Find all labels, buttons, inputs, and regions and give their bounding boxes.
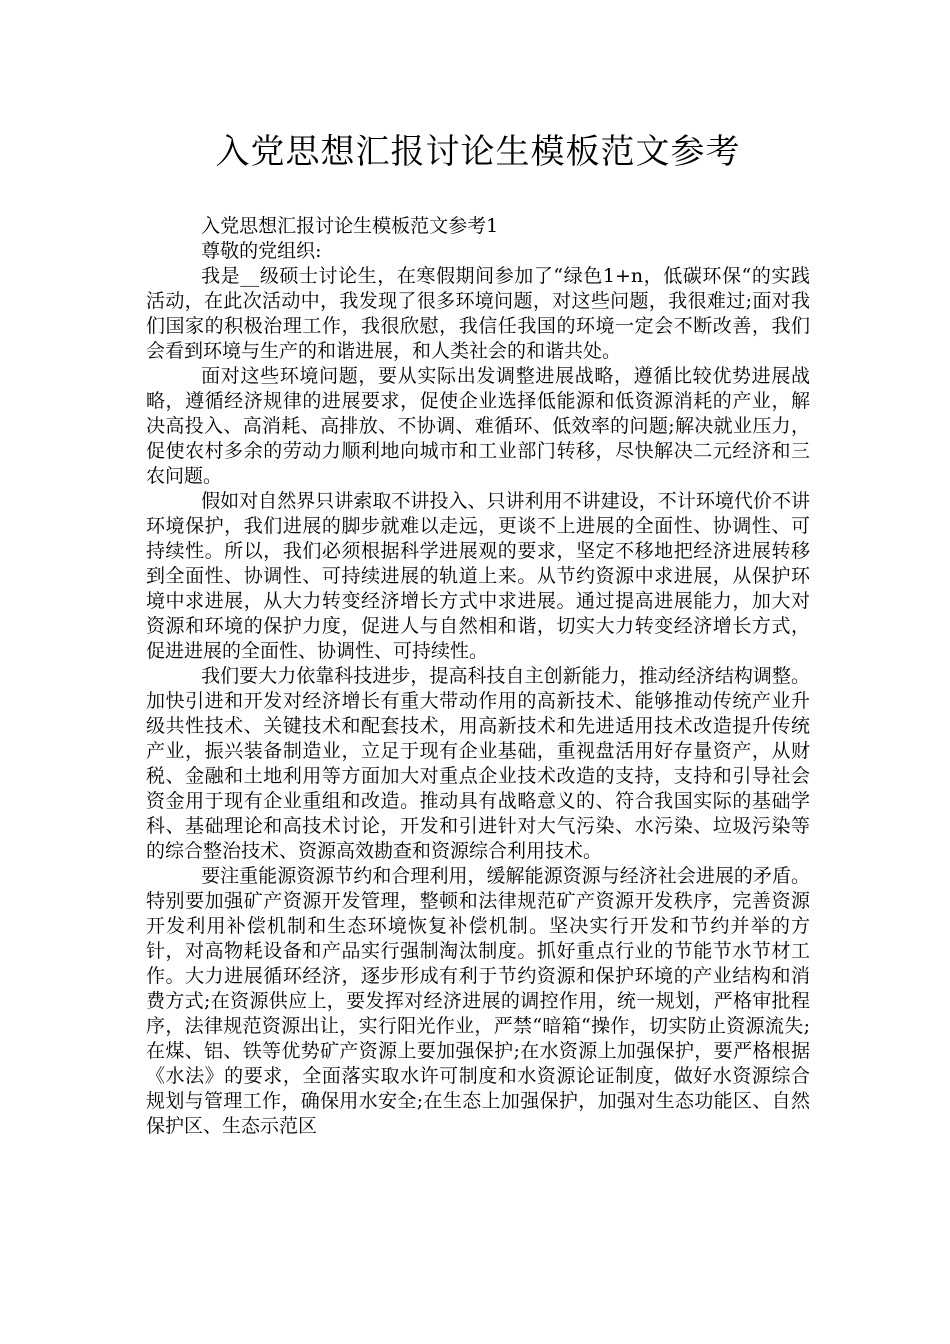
paragraph-4: 我们要大力依靠科技进步，提高科技自主创新能力，推动经济结构调整。加快引进和开发对经济增长有重大带动作用的高新技术、能够推动传统产业升级共性技术、关键技术和配套技术，用高新技术和先进适用技术改造提升传统产业，振兴装备制造业，立足于现有企业基础，重视盘活用好存量资产，从财税、金融和土地利用等方面加大对重点企业技术改造的支持，支持和引导社会资金用于现有企业重组和改造。推动具有战略意义的、符合我国实际的基础学科、基础理论和高技术讨论，开发和引进针对大气污染、水污染、垃圾污染等的综合整治技术、资源高效勘查和资源综合利用技术。: [146, 665, 810, 862]
paragraph-5: 要注重能源资源节约和合理利用，缓解能源资源与经济社会进展的矛盾。特别要加强矿产资源开发管理，整顿和法律规范矿产资源开发秩序，完善资源开发利用补偿机制和生态环境恢复补偿机制。坚决实行开发和节约并举的方针，对高物耗设备和产品实行强制淘汰制度。抓好重点行业的节能节水节材工作。大力进展循环经济，逐步形成有利于节约资源和保护环境的产业结构和消费方式;在资源供应上，要发挥对经济进展的调控作用，统一规划，严格审批程序，法律规范资源出让，实行阳光作业，严禁“暗箱“操作，切实防止资源流失;在煤、铝、铁等优势矿产资源上要加强保护;在水资源上加强保护，要严格根据《水法》的要求，全面落实取水许可制度和水资源论证制度，做好水资源综合规划与管理工作，确保用水安全;在生态上加强保护，加强对生态功能区、自然保护区、生态示范区: [146, 865, 810, 1137]
document-subtitle: 入党思想汇报讨论生模板范文参考1: [201, 215, 499, 237]
paragraph-1: 我是__级硕士讨论生，在寒假期间参加了“绿色1+n，低碳环保“的实践活动，在此次活动中，我发现了很多环境问题，对这些问题，我很难过;面对我们国家的积极治理工作，我很欣慰，我信任我国的环境一定会不断改善，我们会看到环境与生产的和谐进展，和人类社会的和谐共处。: [146, 265, 810, 362]
document-body: [146, 214, 810, 1139]
paragraph-3: 假如对自然界只讲索取不讲投入、只讲利用不讲建设，不计环境代价不讲环境保护，我们进展的脚步就难以走远，更谈不上进展的全面性、协调性、可持续性。所以，我们必须根据科学进展观的要求，坚定不移地把经济进展转移到全面性、协调性、可持续进展的轨道上来。从节约资源中求进展，从保护环境中求进展，从大力转变经济增长方式中求进展。通过提高进展能力，加大对资源和环境的保护力度，促进人与自然相和谐，切实大力转变经济增长方式，促进进展的全面性、协调性、可持续性。: [146, 490, 810, 662]
document-title: 入党思想汇报讨论生模板范文参考: [215, 132, 741, 172]
salutation: 尊敬的党组织:: [201, 240, 322, 262]
paragraph-2: 面对这些环境问题，要从实际出发调整进展战略，遵循比较优势进展战略，遵循经济规律的进展要求，促使企业选择低能源和低资源消耗的产业，解决高投入、高消耗、高排放、不协调、难循环、低效率的问题;解决就业压力，促使农村多余的劳动力顺利地向城市和工业部门转移，尽快解决二元经济和三农问题。: [146, 365, 810, 487]
